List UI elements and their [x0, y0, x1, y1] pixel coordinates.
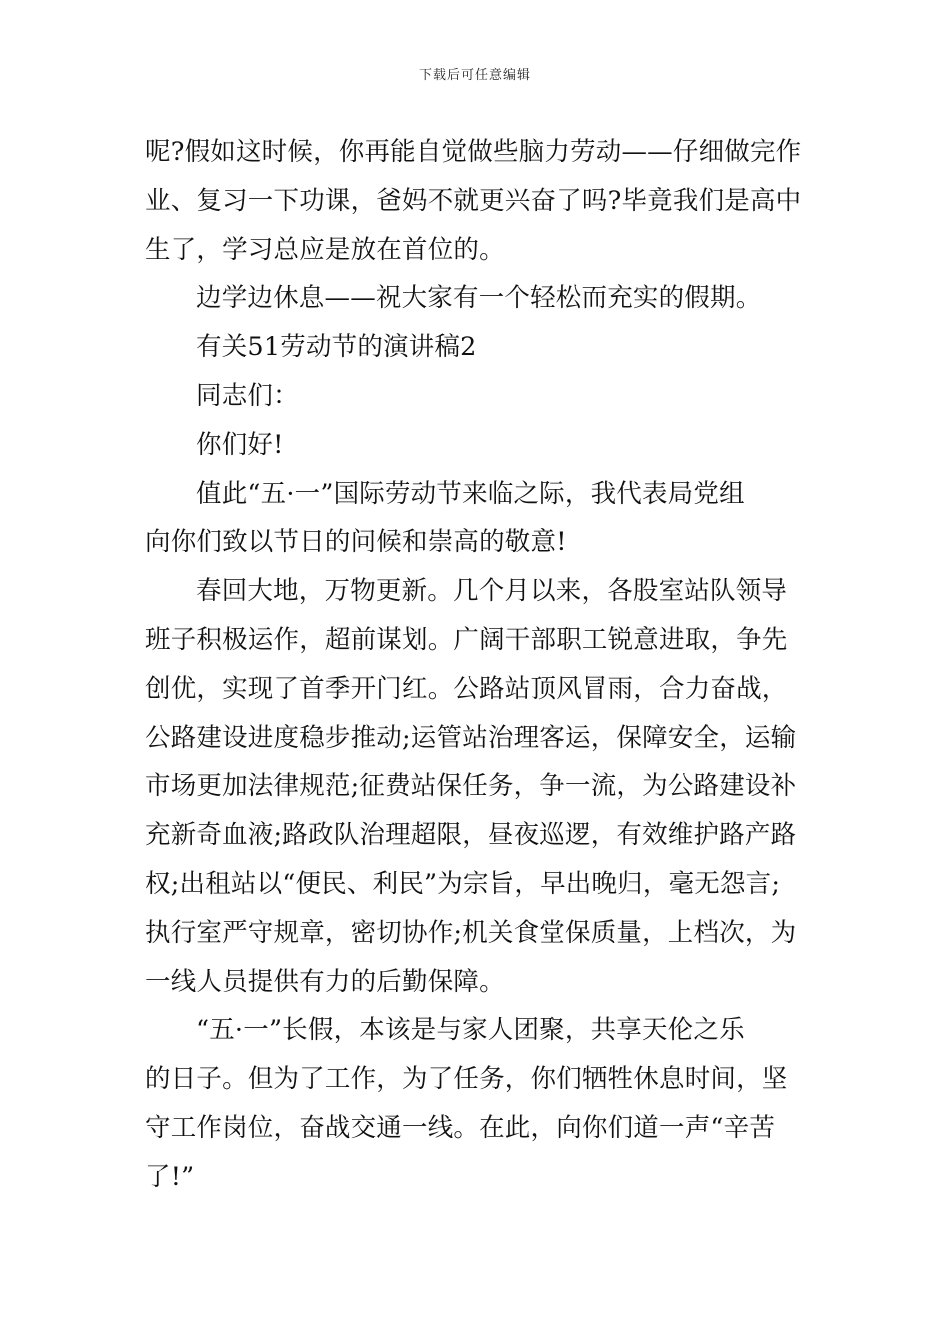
text-line: 你们好!: [196, 429, 284, 460]
salutation: [145, 372, 813, 421]
text-line: 生了，学习总应是放在首位的。: [145, 234, 505, 265]
text-line: 业、复习一下功课，爸妈不就更兴奋了吗?毕竟我们是高中: [145, 185, 802, 216]
text-line: 值此“五·一”国际劳动节来临之际，我代表局党组: [196, 478, 745, 509]
paragraph-8: [145, 1006, 813, 1201]
text-line: 向你们致以节日的问候和崇高的敬意!: [145, 527, 567, 558]
text-line: 同志们：: [196, 380, 299, 411]
document-body: [145, 128, 813, 1202]
text-line: 春回大地，万物更新。几个月以来，各股室站队领导: [196, 576, 788, 607]
text-line: 边学边休息——祝大家有一个轻松而充实的假期。: [196, 283, 762, 314]
paragraph-2: [145, 274, 813, 323]
greeting: [145, 421, 813, 470]
paragraph-1: [145, 128, 813, 274]
speech-title: [145, 323, 813, 372]
text-line: “五·一”长假，本该是与家人团聚，共享天伦之乐: [196, 1015, 745, 1046]
text-line: 的日子。但为了工作，为了任务，你们牺牲休息时间，坚: [145, 1064, 788, 1095]
text-line: 一线人员提供有力的后勤保障。: [145, 966, 505, 997]
text-line: 市场更加法律规范;征费站保任务，争一流，为公路建设补: [145, 771, 797, 802]
text-line: 班子积极运作，超前谋划。广阔干部职工锐意进取，争先: [145, 624, 788, 655]
text-line: 了!”: [145, 1161, 195, 1192]
page-header: 下载后可任意编辑: [418, 68, 531, 83]
text-line: 创优，实现了首季开门红。公路站顶风冒雨，合力奋战，: [145, 673, 788, 704]
text-line: 充新奇血液;路政队治理超限，昼夜巡逻，有效维护路产路: [145, 820, 797, 851]
paragraph-7: [145, 567, 813, 1006]
text-line: 权;出租站以“便民、利民”为宗旨，早出晚归，毫无怨言;: [145, 868, 781, 899]
text-line: 执行室严守规章，密切协作;机关食堂保质量，上档次，为: [145, 917, 797, 948]
text-line: 有关51劳动节的演讲稿2: [196, 332, 477, 363]
text-line: 呢?假如这时候，你再能自觉做些脑力劳动——仔细做完作: [145, 137, 802, 167]
paragraph-6: [145, 470, 813, 568]
text-line: 公路建设进度稳步推动;运管站治理客运，保障安全，运输: [145, 722, 797, 753]
text-line: 守工作岗位，奋战交通一线。在此，向你们道一声“辛苦: [145, 1112, 776, 1143]
